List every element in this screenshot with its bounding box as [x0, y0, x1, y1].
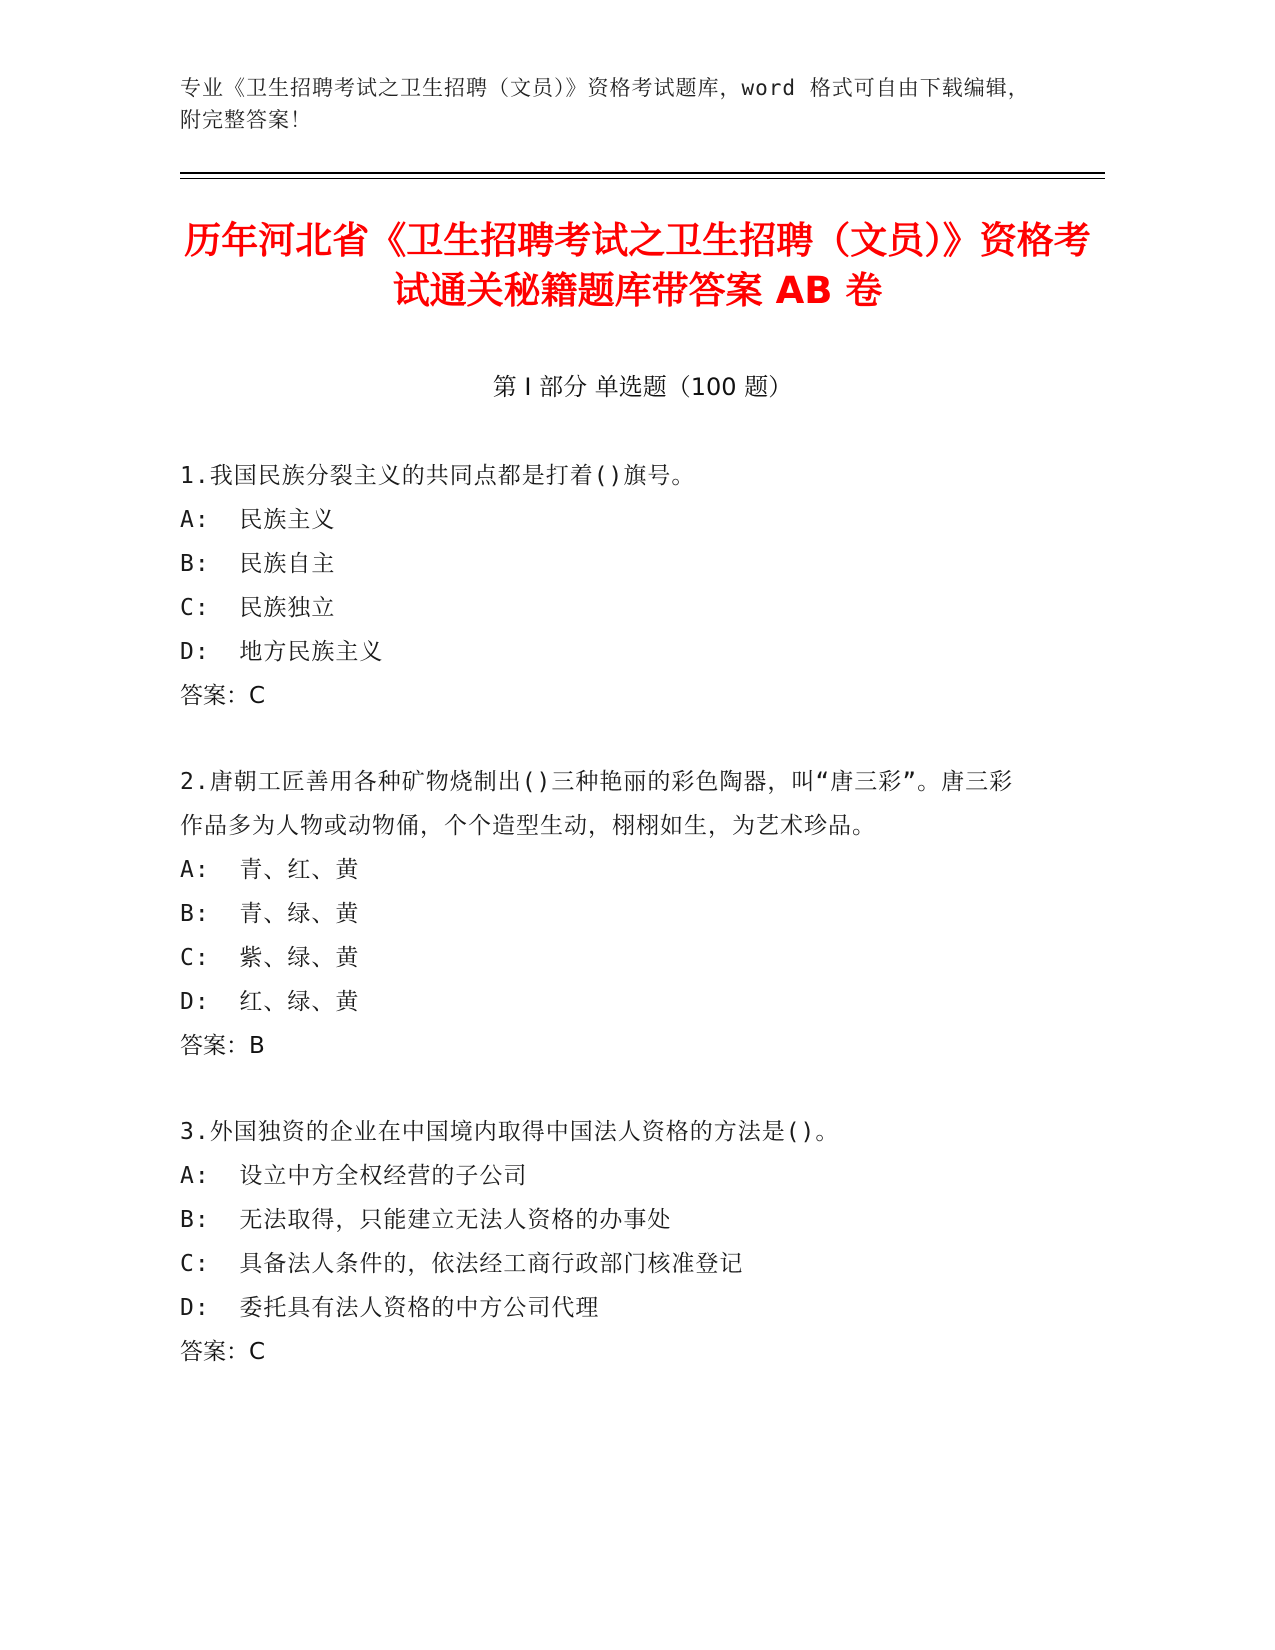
- question-stem: 2.唐朝工匠善用各种矿物烧制出()三种艳丽的彩色陶器，叫“唐三彩”。唐三彩作品多为人物或动物俑，个个造型生动，栩栩如生，为艺术珍品。: [180, 769, 1014, 839]
- option-b: B: 民族自主: [180, 551, 336, 577]
- option-c: C: 民族独立: [180, 595, 336, 621]
- question-1: [180, 454, 1025, 718]
- option-b: B: 无法取得，只能建立无法人资格的办事处: [180, 1207, 672, 1233]
- option-a: A: 设立中方全权经营的子公司: [180, 1163, 528, 1189]
- question-stem: 3.外国独资的企业在中国境内取得中国法人资格的方法是()。: [180, 1119, 840, 1145]
- question-2: [180, 760, 1025, 1068]
- question-list: [180, 454, 1025, 1416]
- option-c: C: 紫、绿、黄: [180, 945, 360, 971]
- document-title: 历年河北省《卫生招聘考试之卫生招聘（文员）》资格考试通关秘籍题库带答案 AB 卷: [184, 219, 1091, 312]
- option-a: A: 青、红、黄: [180, 857, 360, 883]
- option-d: D: 委托具有法人资格的中方公司代理: [180, 1295, 600, 1321]
- question-stem: 1.我国民族分裂主义的共同点都是打着()旗号。: [180, 463, 696, 489]
- header-note: 专业《卫生招聘考试之卫生招聘（文员）》资格考试题库，word 格式可自由下载编辑，附完整答案！: [180, 76, 1030, 132]
- option-d: D: 地方民族主义: [180, 639, 384, 665]
- header-rule-thin: [180, 178, 1105, 179]
- option-c: C: 具备法人条件的，依法经工商行政部门核准登记: [180, 1251, 744, 1277]
- option-d: D: 红、绿、黄: [180, 989, 360, 1015]
- header-rule-thick: [180, 172, 1105, 174]
- section-title: 第 I 部分 单选题（100 题）: [492, 373, 793, 401]
- answer: 答案：C: [180, 683, 266, 709]
- answer: 答案：C: [180, 1339, 266, 1365]
- question-3: [180, 1110, 1025, 1374]
- option-a: A: 民族主义: [180, 507, 336, 533]
- answer: 答案：B: [180, 1033, 265, 1059]
- option-b: B: 青、绿、黄: [180, 901, 360, 927]
